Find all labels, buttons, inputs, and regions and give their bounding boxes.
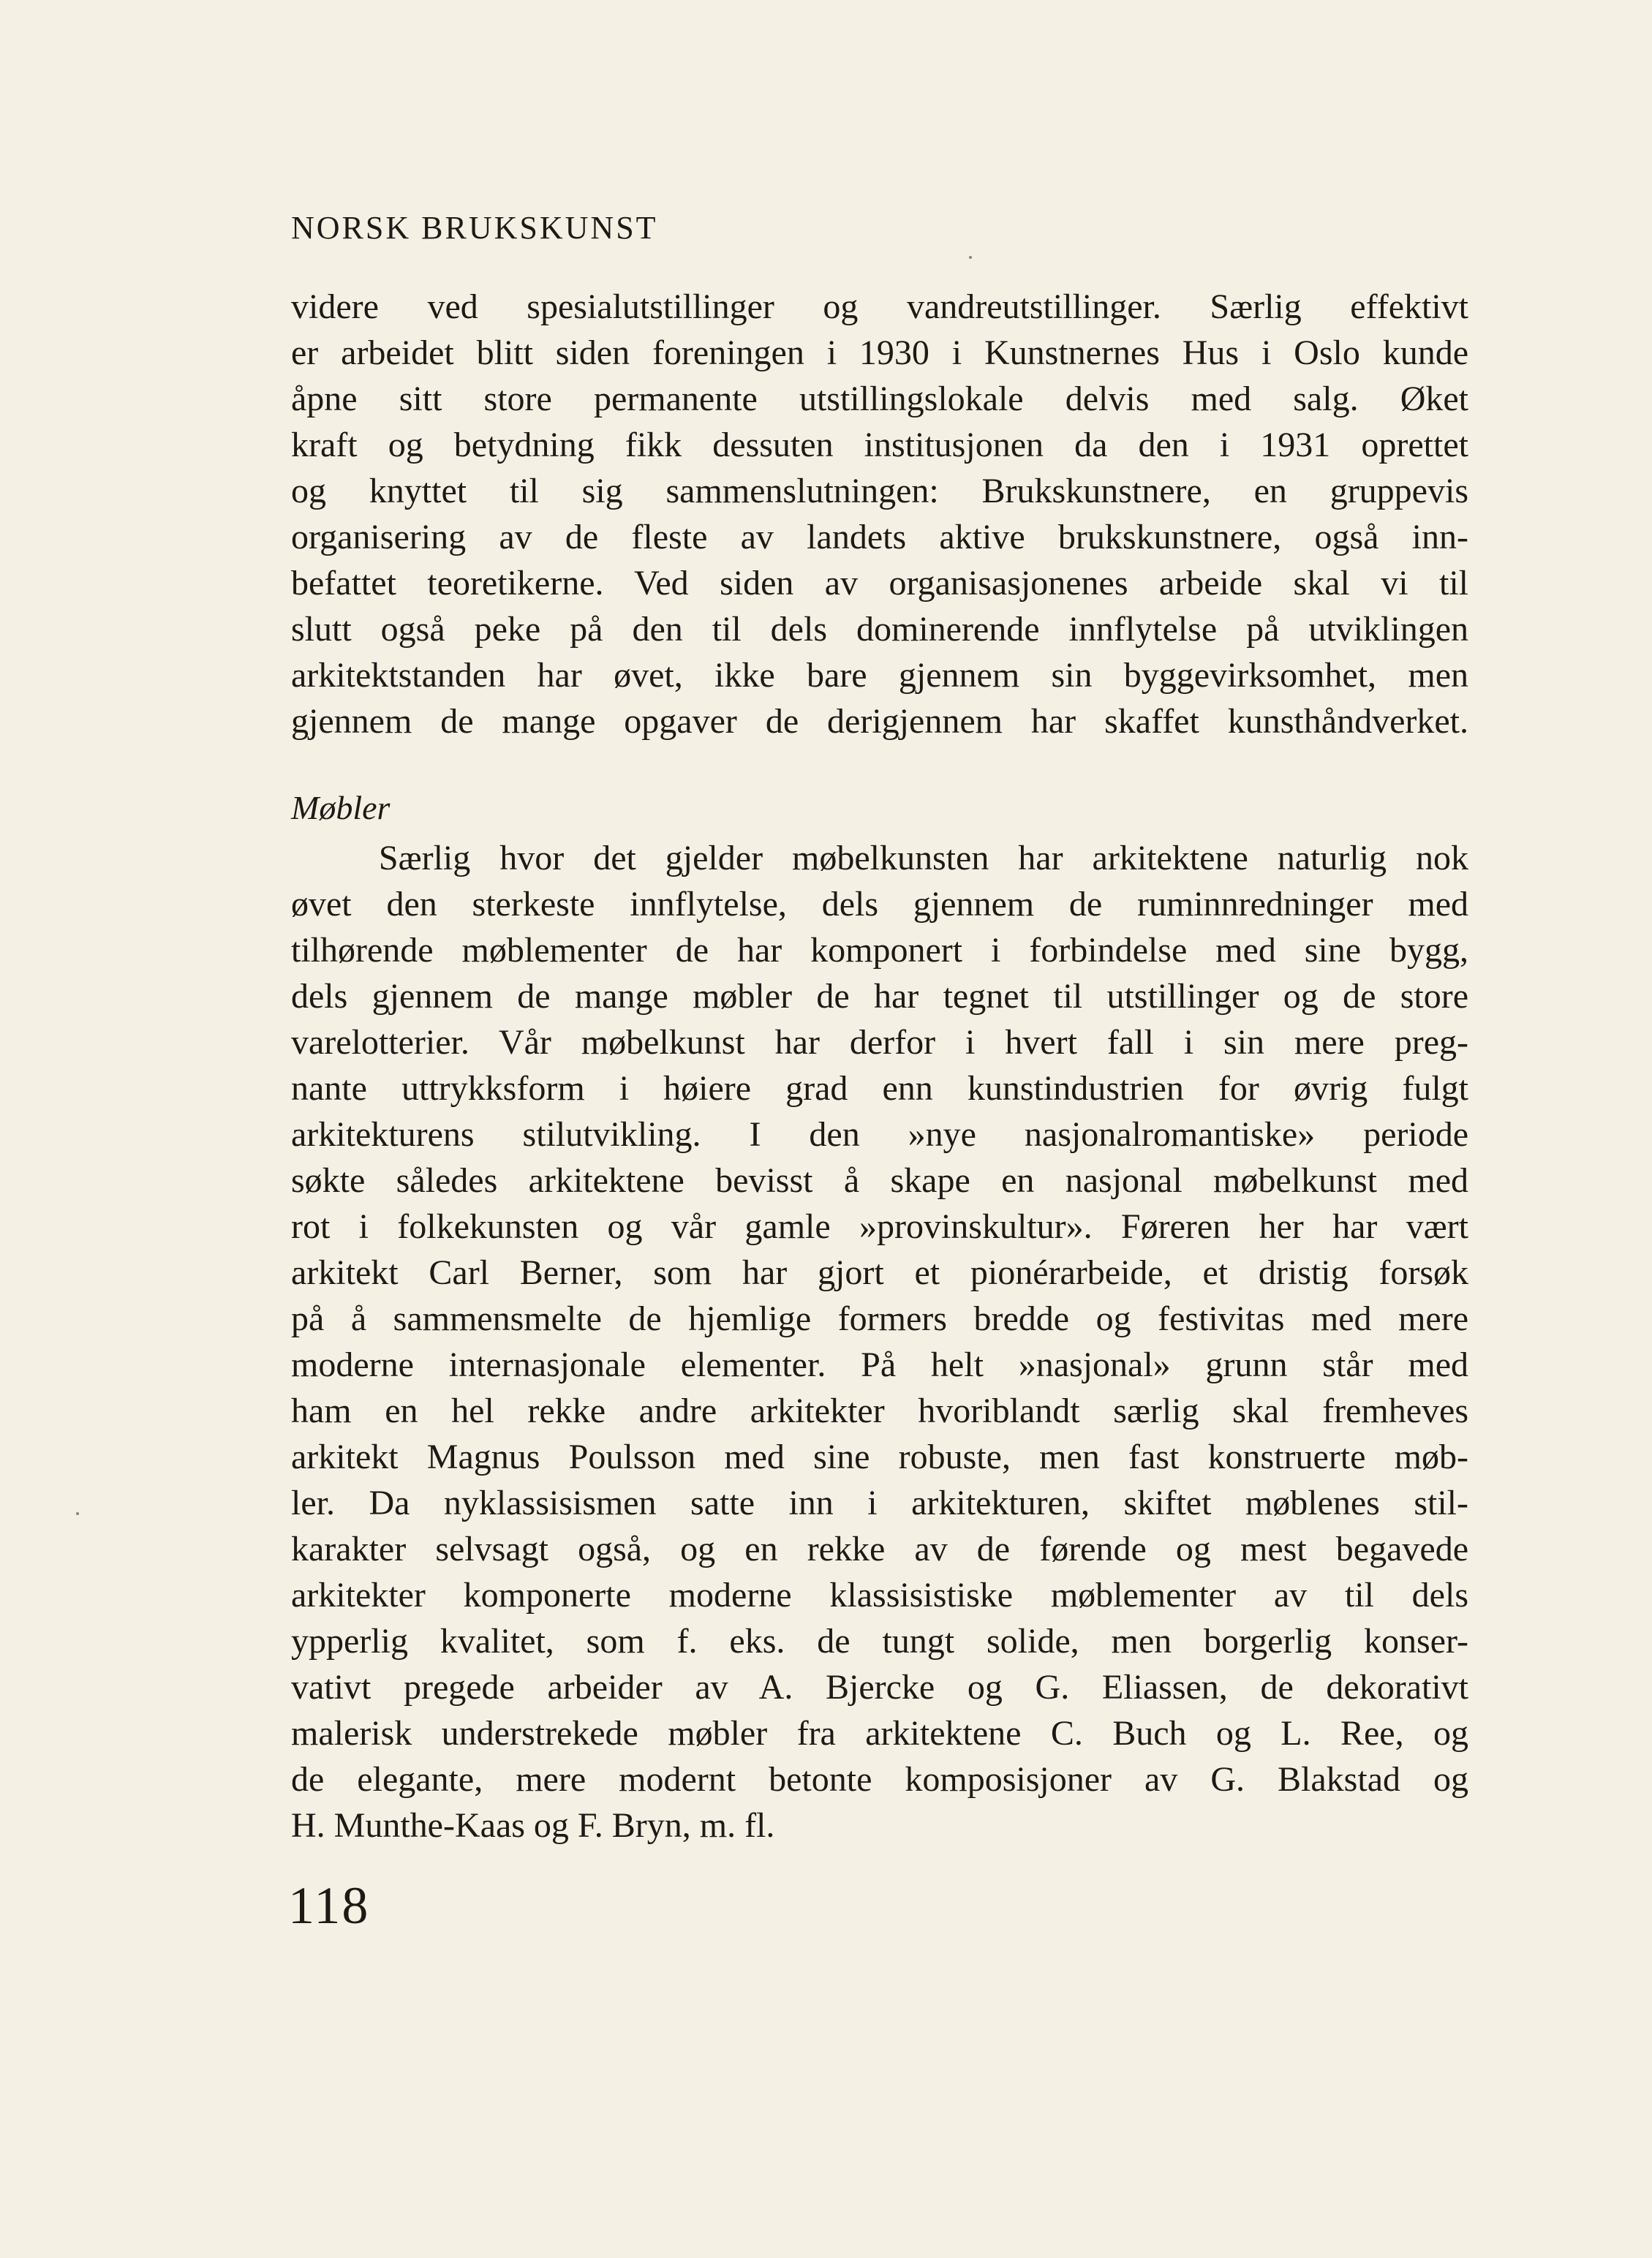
text-line: på å sammensmelte de hjemlige formers bredde og festivitas med mere (291, 1299, 1468, 1338)
page-number: 118 (288, 1876, 370, 1935)
text-line: søkte således arkitektene bevisst å skape en nasjonal møbelkunst med (291, 1161, 1468, 1200)
text-line: malerisk understrekede møbler fra arkitektene C. Buch og L. Ree, og (291, 1714, 1468, 1753)
text-line: arkitekt Magnus Poulsson med sine robuste, men fast konstruerte møb- (291, 1438, 1468, 1476)
text-line: arkitekter komponerte moderne klassisistiske møblementer av til dels (291, 1576, 1468, 1615)
text-line: øvet den sterkeste innflytelse, dels gjennem de ruminnredninger med (291, 885, 1468, 924)
text-line: er arbeidet blitt siden foreningen i 1930 i Kunstnernes Hus i Oslo kunde (291, 333, 1468, 372)
text-line: ler. Da nyklassisismen satte inn i arkitekturen, skiftet møblenes stil- (291, 1484, 1468, 1522)
text-line: befattet teoretikerne. Ved siden av organisasjonenes arbeide skal vi til (291, 564, 1468, 603)
text-line: varelotterier. Vår møbelkunst har derfor i hvert fall i sin mere preg- (291, 1023, 1468, 1062)
text-line: Særlig hvor det gjelder møbelkunsten har arkitektene naturlig nok (291, 839, 1468, 877)
text-line: gjennem de mange opgaver de derigjennem har skaffet kunsthåndverket. (291, 702, 1468, 741)
text-line: de elegante, mere modernt betonte komposisjoner av G. Blakstad og (291, 1760, 1468, 1799)
text-line: rot i folkekunsten og vår gamle »provinskultur». Føreren her har vært (291, 1207, 1468, 1246)
text-line: ypperlig kvalitet, som f. eks. de tungt solide, men borgerlig konser- (291, 1622, 1468, 1661)
paper-speck (969, 256, 972, 259)
text-line: nante uttrykksform i høiere grad enn kunstindustrien for øvrig fulgt (291, 1069, 1468, 1108)
text-line: kraft og betydning fikk dessuten institusjonen da den i 1931 oprettet (291, 426, 1468, 464)
text-line: videre ved spesialutstillinger og vandreutstillinger. Særlig effektivt (291, 287, 1468, 326)
paragraph-continued (291, 284, 1468, 744)
text-line: moderne internasjonale elementer. På helt »nasjonal» grunn står med (291, 1345, 1468, 1384)
text-line: slutt også peke på den til dels dominerende innflytelse på utviklingen (291, 610, 1468, 649)
section-heading: Møbler (291, 789, 391, 826)
text-line: arkitektstanden har øvet, ikke bare gjennem sin byggevirksomhet, men (291, 656, 1468, 695)
text-line: organisering av de fleste av landets aktive brukskunstnere, også inn- (291, 518, 1468, 556)
text-line: ham en hel rekke andre arkitekter hvoriblandt særlig skal fremheves (291, 1392, 1468, 1430)
text-line: vativt pregede arbeider av A. Bjercke og G. Eliassen, de dekorativt (291, 1668, 1468, 1707)
text-line: arkitekturens stilutvikling. I den »nye nasjonalromantiske» periode (291, 1115, 1468, 1154)
text-line: åpne sitt store permanente utstillingslokale delvis med salg. Øket (291, 380, 1468, 418)
running-head: NORSK BRUKSKUNST (291, 210, 658, 246)
text-line: dels gjennem de mange møbler de har tegnet til utstillinger og de store (291, 977, 1468, 1016)
text-line: arkitekt Carl Berner, som har gjort et pionérarbeide, et dristig forsøk (291, 1253, 1468, 1292)
text-line: karakter selvsagt også, og en rekke av de førende og mest begavede (291, 1530, 1468, 1568)
text-line: tilhørende møblementer de har komponert i forbindelse med sine bygg, (291, 931, 1468, 970)
paper-speck (76, 1512, 79, 1515)
text-line: og knyttet til sig sammenslutningen: Brukskunstnere, en gruppevis (291, 472, 1468, 510)
paragraph-mobler (291, 835, 1468, 1849)
text-line: H. Munthe-Kaas og F. Bryn, m. fl. (291, 1806, 775, 1845)
